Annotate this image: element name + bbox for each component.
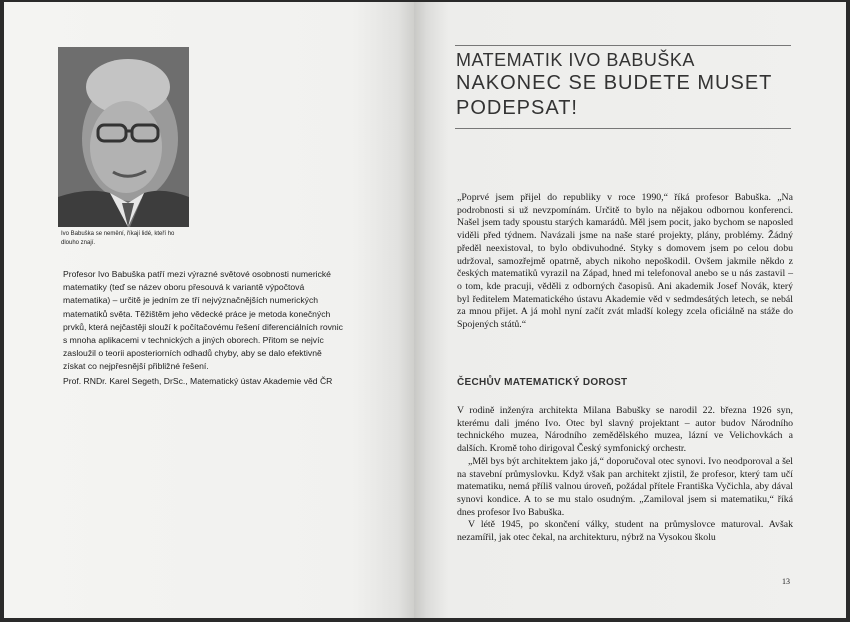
headline-line-1: NAKONEC SE BUDETE MUSET <box>456 72 773 94</box>
top-rule <box>455 45 791 46</box>
section-paragraph-2: „Měl bys být architektem jako já,“ doporučoval otec synovi. Ivo neodporoval a šel na stavební průmyslovku. Když však pan architekt zjistil, že profesor, který tam učí matematiku, nemá příliš valnou úroveň, požádal přítele Františka Vyčichla, aby dával synovi kondice. A to se mu stalo osudným. „Zamiloval jsem si matematiku,“ říká dnes profesor Ivo Babuška. <box>457 455 793 518</box>
lead-paragraph: Profesor Ivo Babuška patří mezi výrazné světové osobnosti numerické matematiky (teď se název oboru přesouvá k variantě výpočtová matematika) – určitě je jedním ze tří nejvýznačnějších numerických matematiků světa. Těžištěm jeho vědecké práce je metoda konečných prvků, která nejčastěji slouží k počítačovému řešení diferenciálních rovnic s mnoha aplikacemi v technických a jiných oborech. Přitom se nejvíc zasloužil o teorii aposteriorních odhadů chyby, aby se dalo efektivně získat co nejpřesnější přibližné řešení. <box>63 269 343 372</box>
section-paragraph-1: V rodině inženýra architekta Milana Babušky se narodil 22. března 1926 syn, kterému dali jméno Ivo. Otec byl slavný projektant – autor budov Národního technického muzea, Národního zemědělského muzea, lázní ve Velichovkách a dalších. Kromě toho dirigoval Český symfonický orchestr. <box>457 405 793 455</box>
section-text <box>457 405 793 545</box>
headline-line-2: PODEPSAT! <box>456 97 578 119</box>
portrait-photo <box>58 47 189 227</box>
section-paragraph-3: V létě 1945, po skončení války, student na průmyslovce maturoval. Avšak nezamířil, jak otec čekal, na architekturu, nýbrž na Vysokou školu <box>457 519 793 544</box>
article-headline <box>456 71 786 121</box>
lead-text-block <box>63 268 343 388</box>
intro-text <box>457 192 793 332</box>
article-kicker: MATEMATIK IVO BABUŠKA <box>456 50 695 70</box>
intro-paragraph: „Poprvé jsem přijel do republiky v roce 1990,“ říká profesor Babuška. „Na podrobnosti si už nevzpomínám. Určitě to bylo na nějakou odbornou konferenci. Našel jsem tady spoustu starých kamarádů. Měl jsem pocit, jako bychom se naposled viděli před týdnem. Navázali jsme na naše staré projekty, plány, problémy. Žádný předěl neexistoval, to bylo obdivuhodné. Styky s domovem jsem po celou dobu udržoval, samozřejmě opatrně, abych nikoho nepoškodil. Ovšem jakmile někdo z českých matematiků vyrazil na Západ, hned mi telefonoval anebo se u nás zastavil – o tom, kde pracuji, věděli z odborných časopisů. Ani akademik Josef Novák, který byl ředitelem Matematického ústavu Akademie věd v sedmdesátých letech, se nebál za mnou přijet. A já mohl nyní začít zvát mladší kolegy zcela oficiálně na stáže do Spojených států.“ <box>457 192 793 331</box>
photo-caption: Ivo Babuška se nemění, říkají lidé, kteří ho dlouho znají. <box>61 231 175 246</box>
page-number: 13 <box>782 577 790 586</box>
lead-signature: Prof. RNDr. Karel Segeth, DrSc., Matematický ústav Akademie věd ČR <box>63 375 333 386</box>
section-subheading: ČECHŮV MATEMATICKÝ DOROST <box>457 377 628 388</box>
headline-rule <box>455 128 791 129</box>
portrait-illustration <box>58 47 189 227</box>
